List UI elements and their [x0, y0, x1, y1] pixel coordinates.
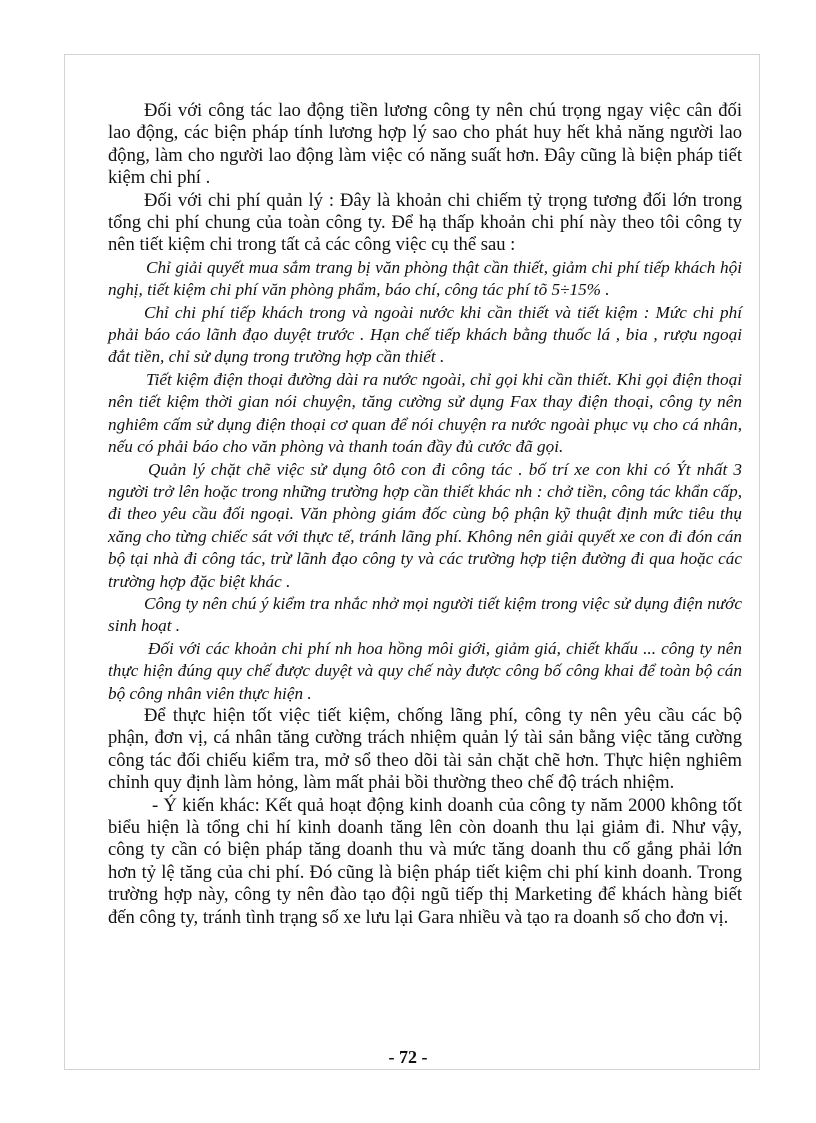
- paragraph-guest-reception: Chỉ chi phí tiếp khách trong và ngoài nước khi cần thiết và tiết kiệm : Mức chi phí phải báo cáo lãnh đạo duyệt trước . Hạn chế tiếp khách bằng thuốc lá , bia , rượu ngoại đắt tiền, chỉ sử dụng trong trường hợp cần thiết .: [108, 302, 742, 367]
- paragraph-asset-management: Để thực hiện tốt việc tiết kiệm, chống lãng phí, công ty nên yêu cầu các bộ phận, đơn vị, cá nhân tăng cường trách nhiệm quản lý tài sản bằng việc tăng cường công tác đối chiếu kiểm tra, mở sổ theo dõi tài sản chặt chẽ hơn. Thực hiện nghiêm chỉnh quy định làm hỏng, làm mất phải bồi thường theo chế độ trách nhiệm.: [108, 704, 742, 794]
- paragraph-labor-wages: Đối với công tác lao động tiền lương công ty nên chú trọng ngay việc cân đối lao động, các biện pháp tính lương hợp lý sao cho phát huy hết khả năng người lao động, làm cho người lao động làm việc có năng suất hơn. Đây cũng là biện pháp tiết kiệm chi phí .: [108, 100, 742, 189]
- paragraph-management-costs: Đối với chi phí quản lý : Đây là khoản chi chiếm tỷ trọng tương đối lớn trong tổng chi phí chung của toàn công ty. Để hạ thấp khoản chi phí này theo tôi công ty nên tiết kiệm chi trong tất cả các công việc cụ thể sau :: [108, 189, 742, 256]
- page-number: - 72 -: [388, 1047, 428, 1067]
- paragraph-utilities: Công ty nên chú ý kiểm tra nhắc nhở mọi người tiết kiệm trong việc sử dụng điện nước sinh hoạt .: [108, 593, 742, 636]
- paragraph-telephone: Tiết kiệm điện thoại đường dài ra nước ngoài, chỉ gọi khi cần thiết. Khi gọi điện thoại nên tiết kiệm thời gian nói chuyện, tăng cường sử dụng Fax thay điện thoại, công ty nên nghiêm cấm sử dụng điện thoại cơ quan để nói chuyện ra nước ngoài phục vụ cho cá nhân, nếu có phải báo cho văn phòng và thanh toán đầy đủ cước đã gọi.: [108, 369, 742, 457]
- paragraph-commissions: Đối với các khoản chi phí nh hoa hồng môi giới, giảm giá, chiết khấu ... công ty nên thực hiện đúng quy chế được duyệt và quy chế này được công bố công khai để toàn bộ cán bộ công nhân viên thực hiện .: [108, 638, 742, 703]
- document-body: [108, 100, 742, 929]
- paragraph-other-opinions: - Ý kiến khác: Kết quả hoạt động kinh doanh của công ty năm 2000 không tốt biểu hiện là tổng chi hí kinh doanh tăng lên còn doanh thu lại giảm đi. Như vậy, công ty cần có biện pháp tăng doanh thu và mức tăng doanh thu cố gắng phải lớn hơn tỷ lệ tăng của chi phí. Đó cũng là biện pháp tiết kiệm chi phí kinh doanh. Trong trường hợp này, công ty nên đào tạo đội ngũ tiếp thị Marketing để khách hàng biết đến công ty, tránh tình trạng số xe lưu lại Gara nhiều và tạo ra doanh số cho đơn vị.: [108, 794, 742, 928]
- paragraph-company-cars: Quản lý chặt chẽ việc sử dụng ôtô con đi công tác . bố trí xe con khi có Ýt nhất 3 người trở lên hoặc trong những trường hợp cần thiết khác nh : chở tiền, công tác khẩn cấp, đi theo yêu cầu đối ngoại. Văn phòng giám đốc cùng bộ phận kỹ thuật định mức tiêu thụ xăng cho từng chiếc sát với thực tế, tránh lãng phí. Không nên giải quyết xe con đi đón cán bộ tại nhà đi công tác, trừ lãnh đạo công ty và các trường hợp tiện đường đi qua hoặc các trường hợp đặc biệt khác .: [108, 459, 742, 591]
- paragraph-office-purchases: Chỉ giải quyết mua sắm trang bị văn phòng thật cần thiết, giảm chi phí tiếp khách hội nghị, tiết kiệm chi phí văn phòng phẩm, báo chí, công tác phí tõ 5÷15% .: [108, 257, 742, 300]
